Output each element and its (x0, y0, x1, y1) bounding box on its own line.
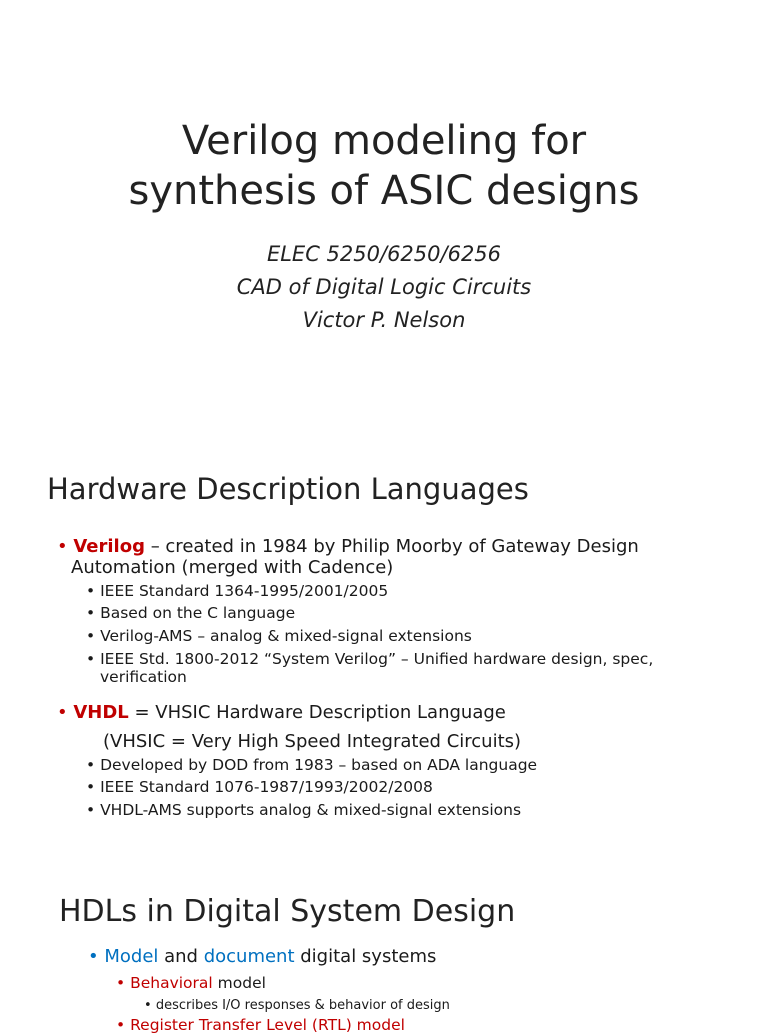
bullet-dot: • (116, 974, 131, 992)
document-term: document (203, 946, 295, 967)
slide1-title-line1: Verilog modeling for (181, 118, 587, 164)
list-item-text: Developed by DOD from 1983 – based on ADA language (100, 756, 538, 774)
course-number: ELEC 5250/6250/6256 (266, 242, 502, 266)
vhdl-bullet (57, 702, 506, 723)
bullet-dot: • (57, 702, 74, 723)
and-text: and (158, 946, 204, 967)
list-item: • IEEE Standard 1364-1995/2001/2005 (86, 582, 389, 600)
verilog-term: Verilog (73, 536, 145, 557)
list-item-text: describes I/O responses & behavior of design (155, 998, 450, 1013)
list-item-text: IEEE Std. 1800-2012 “System Verilog” – Unified hardware design, spec, (100, 650, 654, 668)
vhdl-term: VHDL (73, 702, 129, 723)
verilog-text: – created in 1984 by Philip Moorby of Gateway Design (144, 536, 639, 557)
bullet-dot: • (88, 946, 105, 967)
list-item-continuation: verification (100, 668, 187, 686)
slide1-title (0, 116, 768, 216)
behavioral-term: Behavioral (130, 974, 213, 992)
list-item: • IEEE Std. 1800-2012 “System Verilog” – Unified hardware design, spec, (86, 650, 654, 668)
list-item: • VHDL-AMS supports analog & mixed-signal extensions (86, 801, 522, 819)
verilog-bullet (57, 536, 757, 557)
slide2-title: Hardware Description Languages (47, 472, 529, 506)
rtl-bullet-partial (116, 1016, 405, 1034)
list-item-text: Based on the C language (100, 604, 296, 622)
list-item-text: VHDL-AMS supports analog & mixed-signal extensions (100, 801, 522, 819)
list-item: • Verilog-AMS – analog & mixed-signal extensions (86, 627, 472, 645)
list-item-text: IEEE Standard 1076-1987/1993/2002/2008 (100, 778, 433, 796)
model-bullet (88, 946, 436, 967)
model-rest-text: digital systems (294, 946, 437, 967)
list-item: • IEEE Standard 1076-1987/1993/2002/2008 (86, 778, 433, 796)
model-term: Model (104, 946, 159, 967)
bullet-dot: • (116, 1016, 131, 1034)
list-item: • Based on the C language (86, 604, 296, 622)
vhdl-text: = VHSIC Hardware Description Language (128, 702, 506, 723)
list-item: • describes I/O responses & behavior of design (144, 998, 450, 1013)
vhdl-text-line2: (VHSIC = Very High Speed Integrated Circuits) (103, 731, 522, 752)
list-item: • Developed by DOD from 1983 – based on ADA language (86, 756, 538, 774)
behavioral-bullet (116, 974, 266, 993)
verilog-text-line2: Automation (merged with Cadence) (71, 557, 394, 578)
list-item-text: IEEE Standard 1364-1995/2001/2005 (100, 582, 389, 600)
slide1-title-line2: synthesis of ASIC designs (128, 168, 640, 214)
slide3-title: HDLs in Digital System Design (59, 894, 516, 929)
author: Victor P. Nelson (302, 308, 466, 332)
bullet-dot: • (57, 536, 74, 557)
rtl-term: Register Transfer Level (RTL) model (130, 1016, 405, 1034)
list-item-text: Verilog-AMS – analog & mixed-signal extensions (100, 627, 472, 645)
behavioral-rest-text: model (212, 974, 266, 992)
course-name: CAD of Digital Logic Circuits (236, 275, 532, 299)
